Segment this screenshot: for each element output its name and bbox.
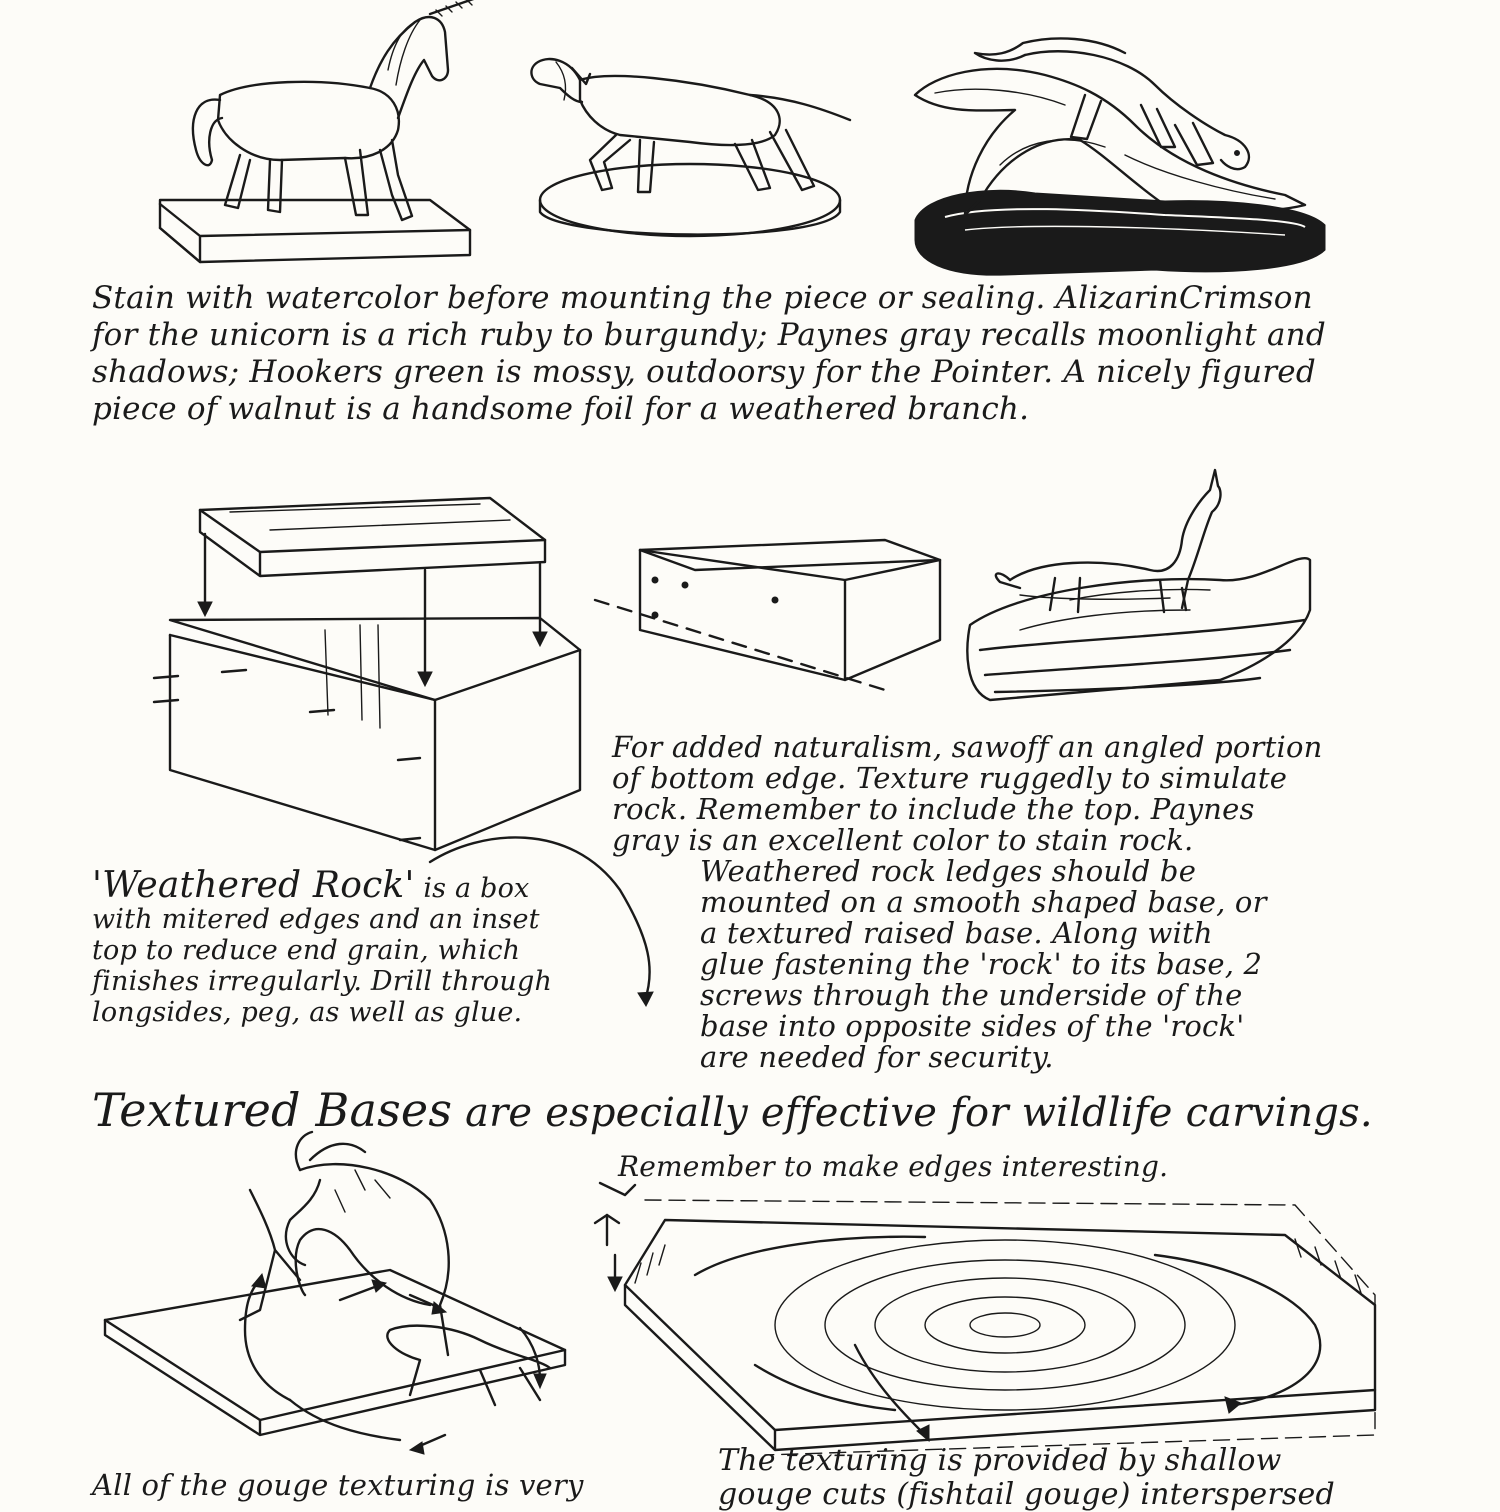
caption-line: For added naturalism, sawoff an angled portion (612, 730, 1323, 764)
heading-emphasis: Textured Bases (92, 1083, 453, 1137)
caption-line: screws through the underside of the (700, 978, 1243, 1012)
caption-line: mounted on a smooth shaped base, or (700, 885, 1267, 919)
caption-weathered-rock (92, 865, 553, 1028)
caption-line: longsides, peg, as well as glue. (92, 997, 523, 1028)
caption-line: All of the gouge texturing is very (92, 1468, 584, 1502)
caption-line: rock. Remember to include the top. Paynes (612, 792, 1255, 826)
caption-line: gray is an excellent color to stain rock. (612, 823, 1194, 857)
caption-line: finishes irregularly. Drill through (92, 966, 553, 997)
caption-line: for the unicorn is a rich ruby to burgundy; Paynes gray recalls moonlight and (92, 317, 1326, 353)
caption-texturing-provided (718, 1444, 1335, 1512)
swirled-textured-base-illustration (595, 1165, 1395, 1455)
heading-rest: are especially effective for wildlife carvings. (465, 1090, 1373, 1136)
stag-and-hound-illustration (100, 1130, 570, 1460)
caption-line: base into opposite sides of the 'rock' (700, 1009, 1245, 1043)
caption-line: glue fastening the 'rock' to its base, 2 (700, 947, 1263, 981)
caption-first-line (92, 865, 552, 906)
caption-line: gouge cuts (fishtail gouge) interspersed (718, 1477, 1335, 1512)
caption-line: shadows; Hookers green is mossy, outdoorsy for the Pointer. A nicely figured (92, 354, 1316, 390)
caption-gouge-texturing (92, 1468, 584, 1502)
pointer-dog-illustration (520, 40, 880, 250)
note-line: Remember to make edges interesting. (618, 1150, 1169, 1183)
box-angled-cut-illustration (585, 520, 945, 700)
caption-line: Stain with watercolor before mounting the piece or sealing. AlizarinCrimson (92, 280, 1313, 316)
caption-stain-watercolor (92, 280, 1326, 428)
caption-line: are needed for security. (700, 1040, 1054, 1074)
caption-added-naturalism (612, 732, 1322, 1073)
caption-line: piece of walnut is a handsome foil for a weathered branch. (92, 391, 1030, 427)
mitered-box-illustration (150, 490, 600, 870)
caption-line: with mitered edges and an inset (92, 904, 540, 935)
wolf-on-rock-illustration (960, 460, 1320, 720)
cougar-on-branch-illustration (905, 15, 1335, 295)
caption-line: The texturing is provided by shallow (718, 1443, 1282, 1478)
caption-line-rest: is a box (423, 873, 530, 904)
weathered-rock-title: 'Weathered Rock' (92, 865, 415, 906)
caption-line: top to reduce end grain, which (92, 935, 521, 966)
unicorn-illustration (130, 0, 490, 275)
caption-line: a textured raised base. Along with (700, 916, 1213, 950)
caption-line: Weathered rock ledges should be (700, 854, 1197, 888)
caption-line: of bottom edge. Texture ruggedly to simulate (612, 761, 1288, 795)
